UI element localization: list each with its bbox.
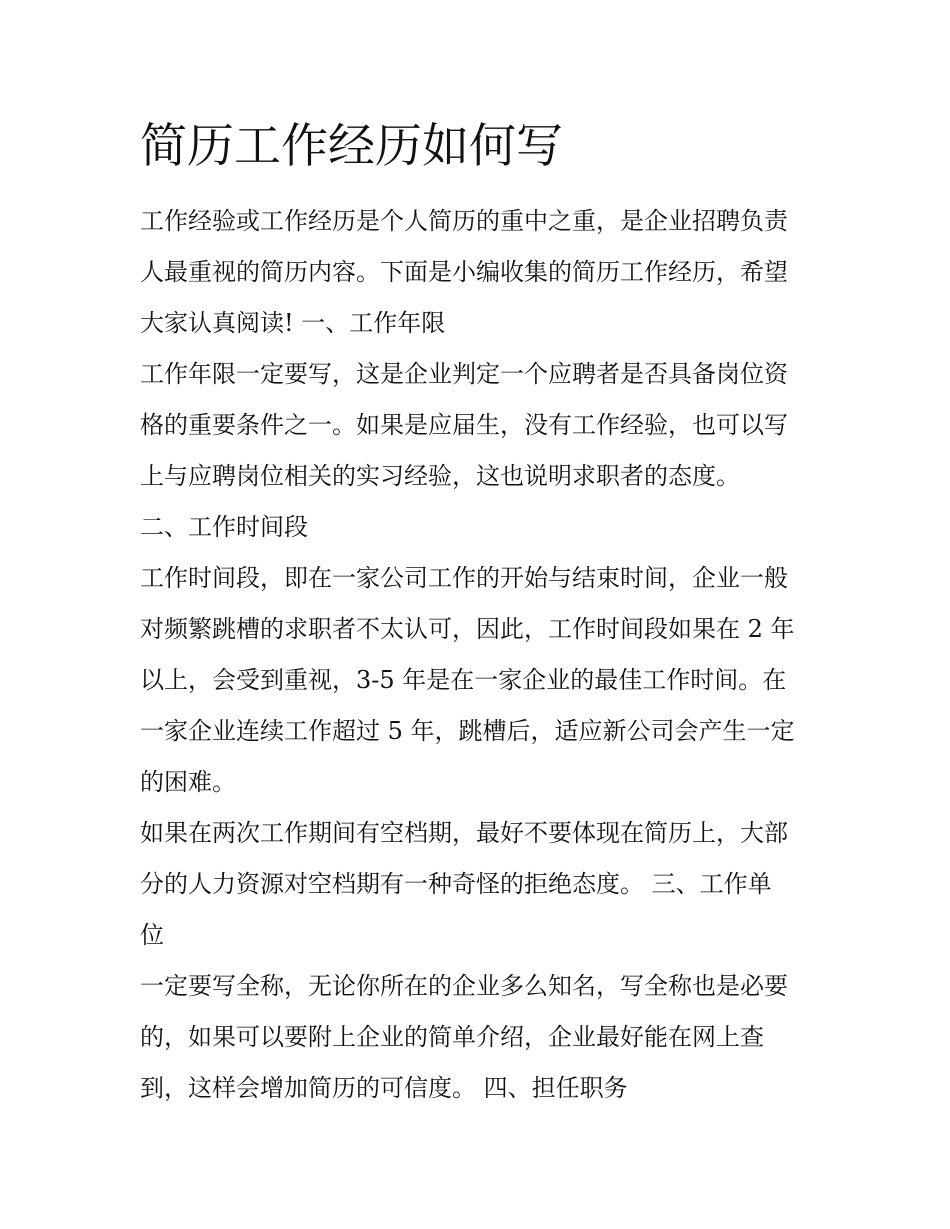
- section-heading: 二、工作时间段: [140, 513, 308, 541]
- text-line: 一家企业连续工作超过 5 年，跳槽后，适应新公司会产生一定: [140, 717, 795, 745]
- text-line: 分的人力资源对空档期有一种奇怪的拒绝态度。 三、工作单: [140, 870, 772, 898]
- text-line: 工作经验或工作经历是个人简历的重中之重，是企业招聘负责: [140, 207, 788, 235]
- text-line: 的困难。: [140, 768, 236, 796]
- text-line: 大家认真阅读! 一、工作年限: [140, 309, 446, 337]
- text-line: 到，这样会增加简历的可信度。 四、担任职务: [140, 1074, 628, 1102]
- text-line: 以上，会受到重视，3-5 年是在一家企业的最佳工作时间。在: [140, 666, 787, 694]
- text-line: 位: [140, 921, 164, 949]
- text-line: 的，如果可以要附上企业的简单介绍，企业最好能在网上查: [140, 1023, 764, 1051]
- text-line: 如果在两次工作期间有空档期，最好不要体现在简历上，大部: [140, 819, 788, 847]
- text-line: 格的重要条件之一。如果是应届生，没有工作经验，也可以写: [140, 411, 788, 439]
- text-line: 人最重视的简历内容。下面是小编收集的简历工作经历，希望: [140, 258, 788, 286]
- text-line: 对频繁跳槽的求职者不太认可，因此，工作时间段如果在 2 年: [140, 615, 795, 643]
- document-body: [140, 196, 820, 1114]
- text-line: 一定要写全称，无论你所在的企业多么知名，写全称也是必要: [140, 972, 788, 1000]
- page-title: 简历工作经历如何写: [140, 119, 563, 174]
- text-line: 工作年限一定要写，这是企业判定一个应聘者是否具备岗位资: [140, 360, 788, 388]
- text-line: 上与应聘岗位相关的实习经验，这也说明求职者的态度。: [140, 462, 740, 490]
- text-line: 工作时间段，即在一家公司工作的开始与结束时间，企业一般: [140, 564, 788, 592]
